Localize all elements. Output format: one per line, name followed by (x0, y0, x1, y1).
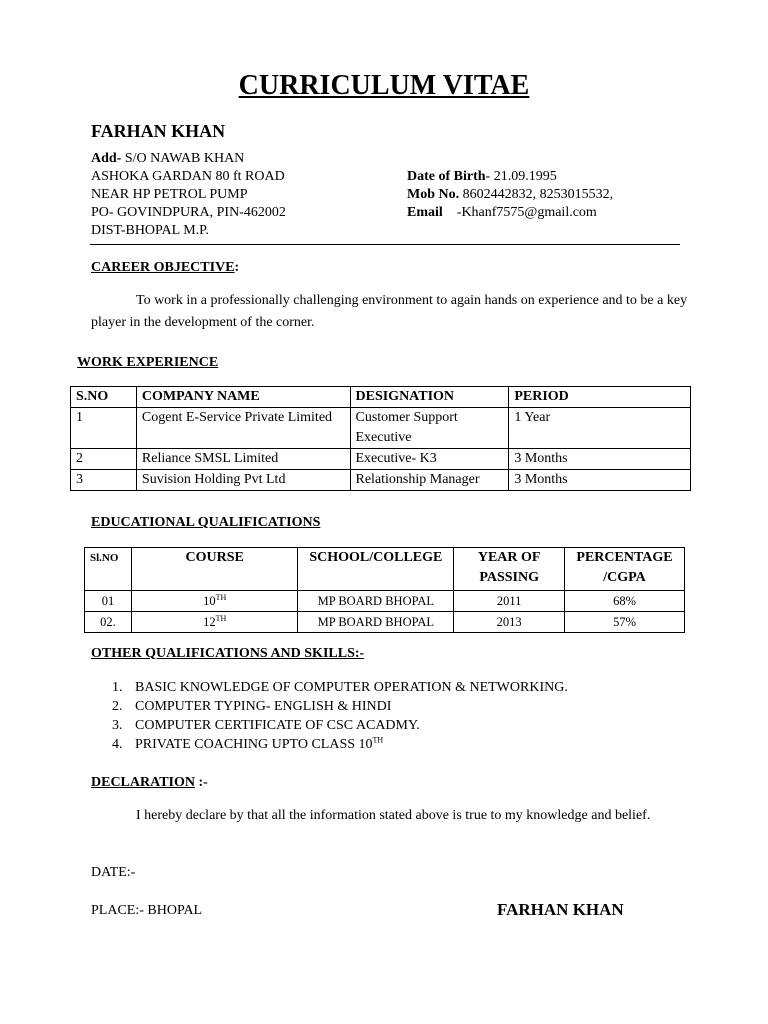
list-item-number: 4. (112, 737, 123, 752)
col-header: DESIGNATION (350, 387, 509, 408)
table-cell: MP BOARD BHOPAL (298, 612, 454, 633)
col-header: COURSE (131, 548, 297, 591)
col-header: PERIOD (509, 387, 691, 408)
career-objective-text: To work in a professionally challenging environment to again hands on experience and to be a key player in the development of the corner. (91, 293, 688, 330)
address-line-3: NEAR HP PETROL PUMP (91, 187, 248, 202)
list-item (112, 697, 568, 716)
table-cell: 2011 (454, 591, 565, 612)
mobile-label: Mob No. (407, 187, 460, 202)
email-label: Email (407, 205, 443, 220)
table-row (71, 449, 691, 470)
list-item-text: PRIVATE COACHING UPTO CLASS 10 (135, 737, 373, 752)
table-cell: 3 (71, 470, 137, 491)
list-item (112, 678, 568, 697)
table-header-row (71, 387, 691, 408)
career-heading-row (91, 260, 239, 276)
email-value: -Khanf7575@gmail.com (456, 205, 597, 220)
col-header: SCHOOL/COLLEGE (298, 548, 454, 591)
list-item (112, 735, 568, 754)
course-superscript: TH (215, 592, 227, 602)
table-cell: 02. (85, 612, 132, 633)
col-header: YEAR OF PASSING (454, 548, 565, 591)
career-heading-colon: : (234, 260, 240, 275)
table-row (71, 408, 691, 449)
skills-list (112, 678, 568, 754)
table-cell: Cogent E-Service Private Limited (136, 408, 350, 449)
table-cell: Customer Support Executive (350, 408, 509, 449)
mobile-row (407, 186, 613, 204)
address-line-1 (91, 150, 286, 168)
list-item-superscript: TH (372, 735, 384, 745)
email-row (407, 204, 613, 222)
education-table (84, 547, 685, 633)
list-item-text: BASIC KNOWLEDGE OF COMPUTER OPERATION & NETWORKING. (135, 680, 568, 695)
education-heading: EDUCATIONAL QUALIFICATIONS (91, 515, 321, 530)
signature-name: FARHAN KHAN (497, 900, 624, 919)
col-header: S.NO (71, 387, 137, 408)
declaration-text: I hereby declare by that all the information stated above is true to my knowledge and belief. (136, 808, 651, 823)
table-cell: 68% (565, 591, 685, 612)
work-experience-table (70, 386, 691, 491)
table-cell: 3 Months (509, 449, 691, 470)
address-block (91, 150, 286, 240)
col-header: Sl.NO (85, 548, 132, 591)
place-label: PLACE:- BHOPAL (91, 903, 203, 918)
dob-value: - 21.09.1995 (485, 169, 557, 184)
list-item (112, 716, 568, 735)
mobile-value: 8602442832, 8253015532, (459, 187, 614, 202)
table-cell: 1 (71, 408, 137, 449)
table-row (85, 591, 685, 612)
career-heading: CAREER OBJECTIVE (91, 260, 235, 275)
page-title: CURRICULUM VITAE (238, 70, 530, 101)
address-line-2: ASHOKA GARDAN 80 ft ROAD (91, 169, 285, 184)
course-value: 10 (203, 594, 216, 608)
work-heading: WORK EXPERIENCE (77, 355, 219, 370)
list-item-number: 1. (112, 680, 123, 695)
list-item-text: COMPUTER CERTIFICATE OF CSC ACADMY. (135, 718, 420, 733)
table-cell: Executive- K3 (350, 449, 509, 470)
address-line-4: PO- GOVINDPURA, PIN-462002 (91, 205, 286, 220)
table-cell: 57% (565, 612, 685, 633)
declaration-heading: DECLARATION (91, 775, 195, 790)
list-item-text: COMPUTER TYPING- ENGLISH & HINDI (135, 699, 392, 714)
date-label: DATE:- (91, 865, 136, 880)
table-cell: Reliance SMSL Limited (136, 449, 350, 470)
table-header-row (85, 548, 685, 591)
header-divider (90, 244, 680, 245)
table-cell: Suvision Holding Pvt Ltd (136, 470, 350, 491)
dob-label: Date of Birth (407, 169, 486, 184)
address-line-5: DIST-BHOPAL M.P. (91, 223, 209, 238)
table-cell: 3 Months (509, 470, 691, 491)
table-cell: Relationship Manager (350, 470, 509, 491)
course-value: 12 (203, 615, 216, 629)
table-cell: 2013 (454, 612, 565, 633)
declaration-heading-suffix: :- (194, 775, 208, 790)
address-line-text: S/O NAWAB KHAN (124, 151, 245, 166)
contact-block (407, 168, 613, 222)
course-superscript: TH (215, 613, 227, 623)
table-cell: 1 Year (509, 408, 691, 449)
address-label: Add- (91, 151, 122, 166)
candidate-name: FARHAN KHAN (91, 121, 226, 141)
table-row (71, 470, 691, 491)
declaration-heading-row (91, 775, 208, 791)
skills-heading: OTHER QUALIFICATIONS AND SKILLS:- (91, 646, 365, 661)
list-item-number: 2. (112, 699, 123, 714)
dob-row (407, 168, 613, 186)
list-item-number: 3. (112, 718, 123, 733)
col-header: COMPANY NAME (136, 387, 350, 408)
col-header: PERCENTAGE /CGPA (565, 548, 685, 591)
table-cell: 2 (71, 449, 137, 470)
table-cell (131, 591, 297, 612)
table-row (85, 612, 685, 633)
table-cell: MP BOARD BHOPAL (298, 591, 454, 612)
table-cell (131, 612, 297, 633)
table-cell: 01 (85, 591, 132, 612)
